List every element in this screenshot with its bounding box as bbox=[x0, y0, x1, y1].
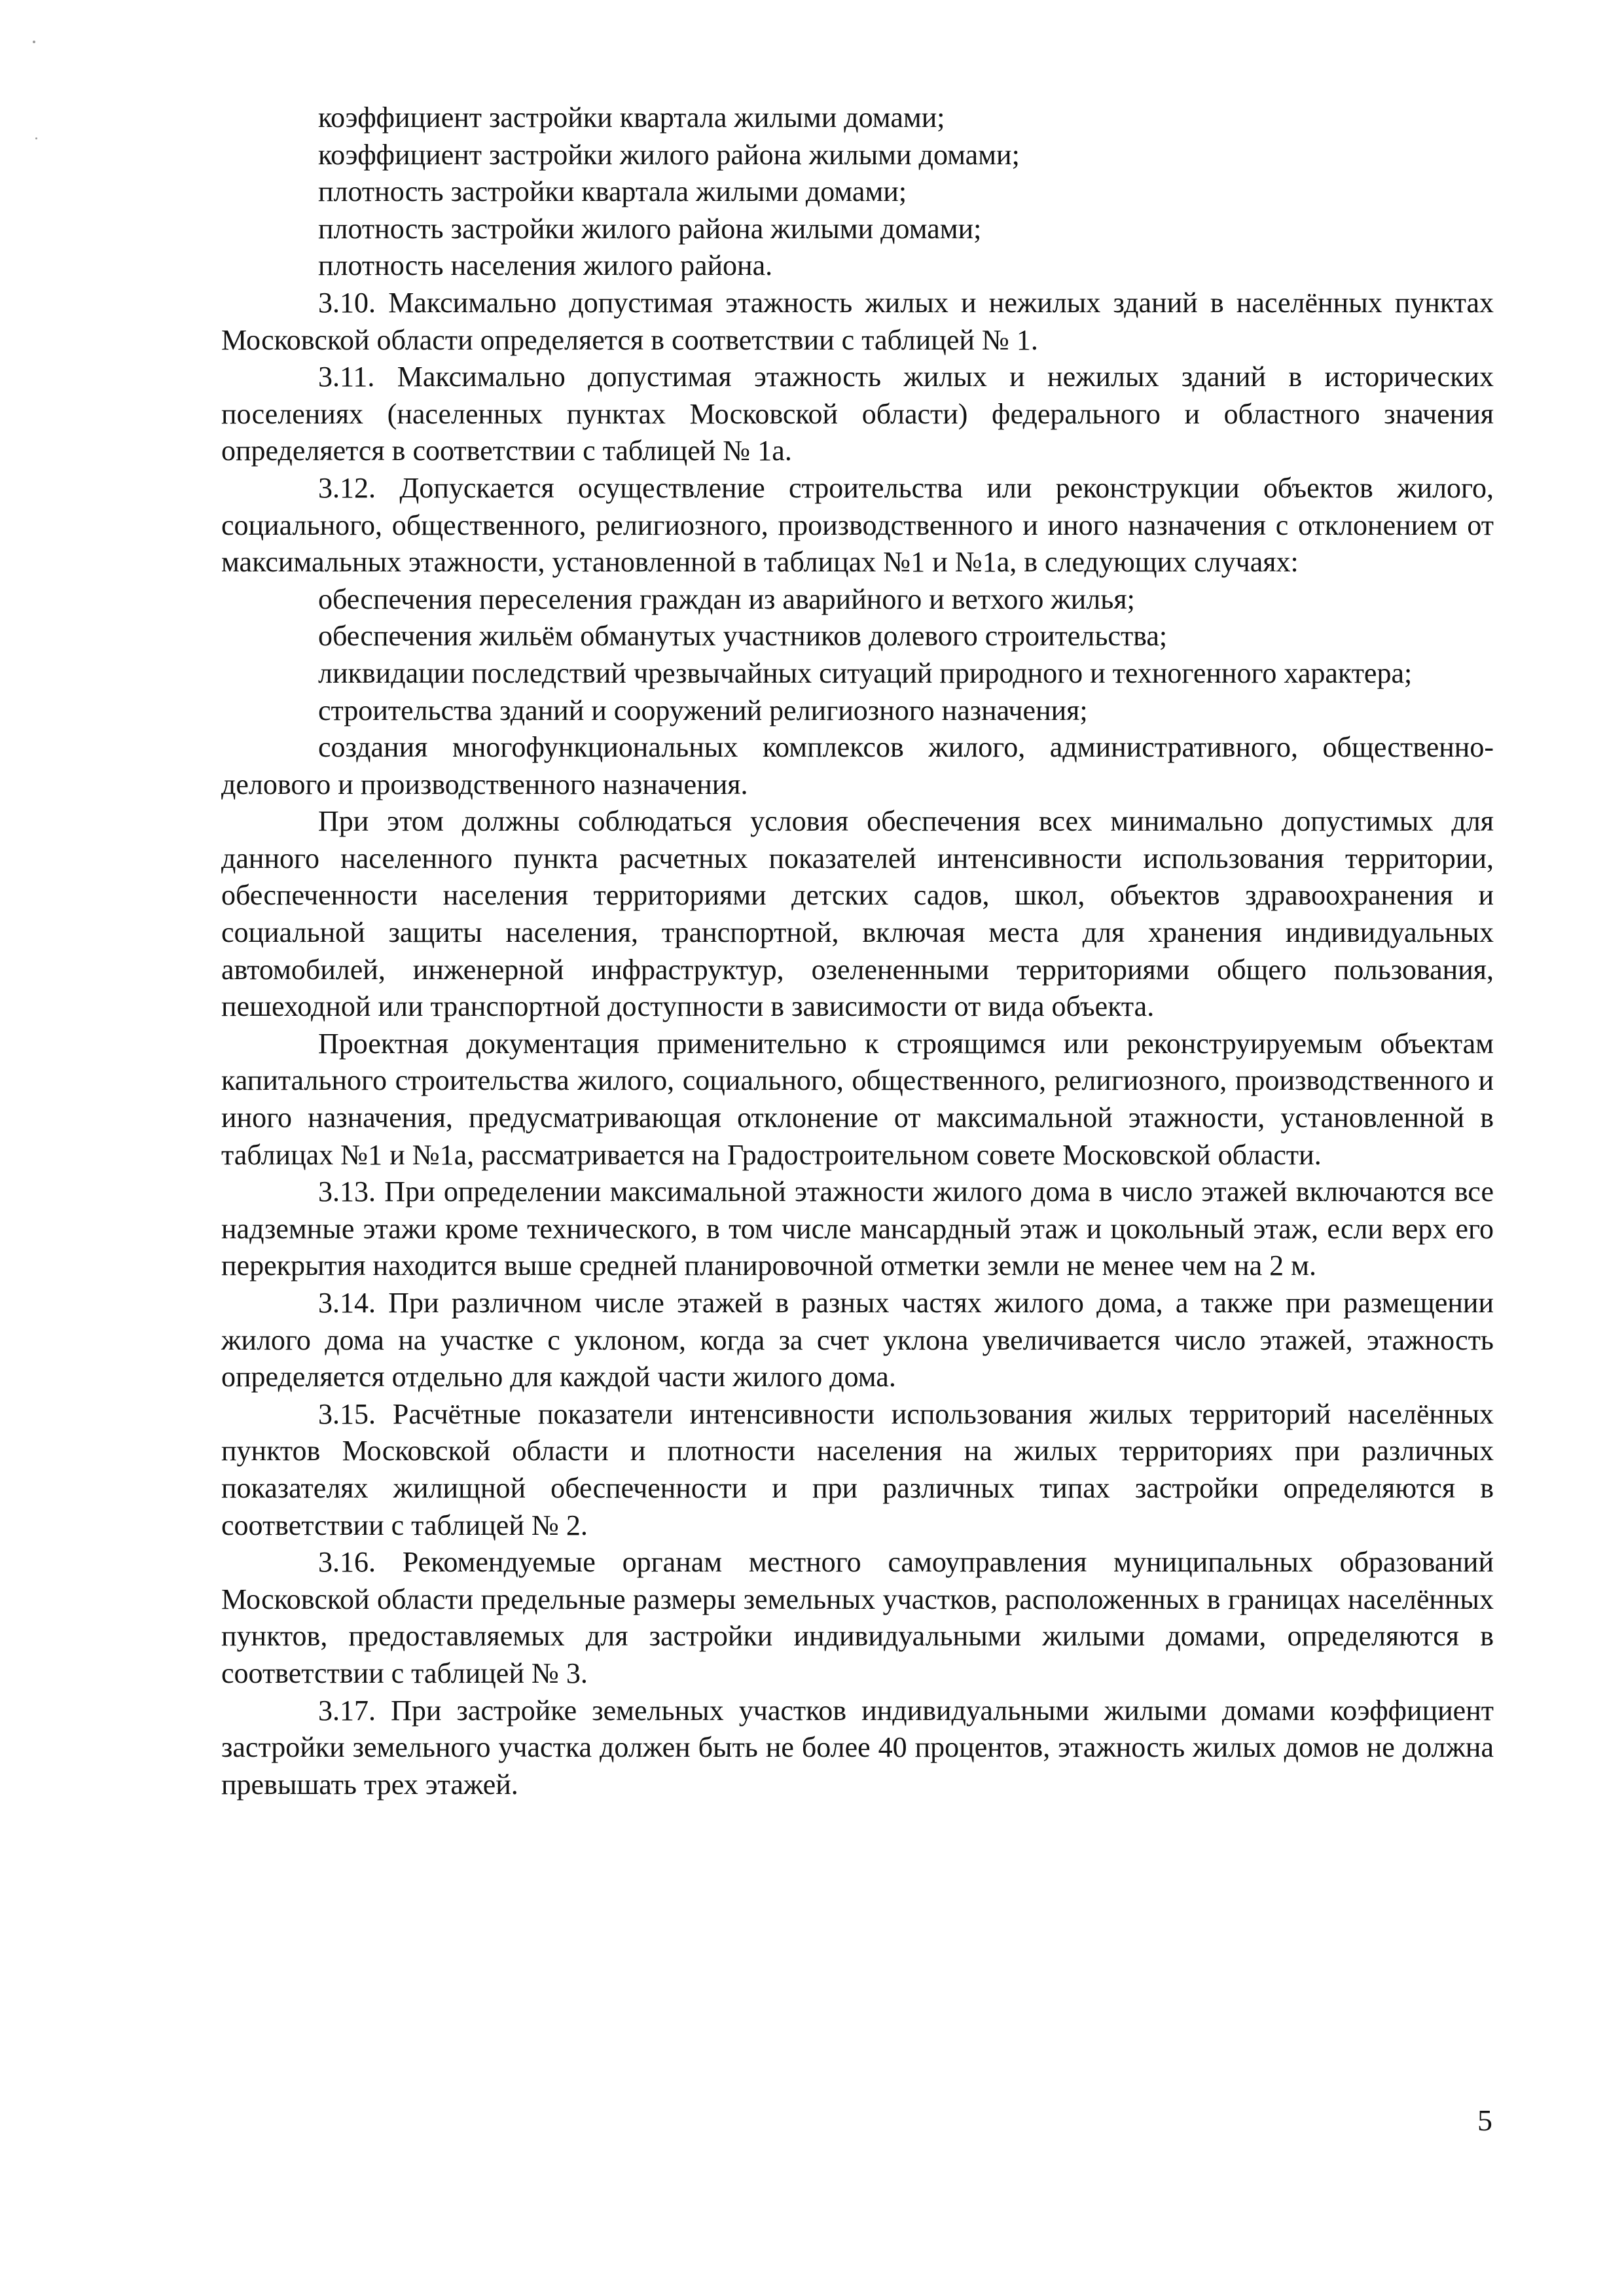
clause-3-14: 3.14. При различном числе этажей в разных частях жилого дома, а также при размещении жилого дома на участке с уклоном, когда за счет уклона увеличивается число этажей, этажность определяется отдельно для каждой части жилого дома. bbox=[221, 1287, 1494, 1393]
scan-speck bbox=[33, 41, 35, 43]
clause-3-17: 3.17. При застройке земельных участков индивидуальными жилыми домами коэффициент застройки земельного участка должен быть не более 40 процентов, этажность жилых домов не должна превышать трех этажей. bbox=[221, 1694, 1494, 1801]
list-item: плотность застройки жилого района жилыми домами; bbox=[318, 212, 982, 245]
clause-3-16: 3.16. Рекомендуемые органам местного самоуправления муниципальных образований Московской области предельные размеры земельных участков, расположенных в границах населённых пунктов, предоставляемых для застройки индивидуальными жилыми домами, определяются в соответствии с таблицей № 3. bbox=[221, 1546, 1494, 1689]
list-item: обеспечения переселения граждан из аварийного и ветхого жилья; bbox=[318, 583, 1135, 615]
list-item: строительства зданий и сооружений религиозного назначения; bbox=[318, 694, 1088, 726]
clause-3-12: 3.12. Допускается осуществление строительства или реконструкции объектов жилого, социального, общественного, религиозного, производственного и иного назначения с отклонением от максимальных этажности, установленной в таблицах №1 и №1а, в следующих случаях: bbox=[221, 471, 1494, 579]
list-item: обеспечения жильём обманутых участников долевого строительства; bbox=[318, 620, 1168, 653]
clause-3-10: 3.10. Максимально допустимая этажность жилых и нежилых зданий в населённых пунктах Московской области определяется в соответствии с таблицей № 1. bbox=[221, 286, 1494, 356]
list-item: коэффициент застройки жилого района жилыми домами; bbox=[318, 138, 1020, 171]
body-paragraph: Проектная документация применительно к строящимся или реконструируемым объектам капитального строительства жилого, социального, общественного, религиозного, производственного и иного назначения, предусматривающая отклонение от максимальной этажности, установленной в таблицах №1 и №1а, рассматривается на Градостроительном совете Московской области. bbox=[221, 1027, 1494, 1171]
clause-3-15: 3.15. Расчётные показатели интенсивности использования жилых территорий населённых пунктов Московской области и плотности населения на жилых территориях при различных показателях жилищной обеспеченности и при различных типах застройки определяются в соответствии с таблицей № 2. bbox=[221, 1397, 1494, 1541]
clause-3-11: 3.11. Максимально допустимая этажность жилых и нежилых зданий в исторических поселениях (населенных пунктах Московской области) федерального и областного значения определяется в соответствии с таблицей № 1а. bbox=[221, 361, 1494, 467]
scan-speck bbox=[35, 137, 37, 139]
body-paragraph: При этом должны соблюдаться условия обеспечения всех минимально допустимых для данного населенного пункта расчетных показателей интенсивности использования территории, обеспеченности населения территориями детских садов, школ, объектов здравоохранения и социальной защиты населения, транспортной, включая места для хранения индивидуальных автомобилей, инженерной инфраструктур, озелененными территориями общего пользования, пешеходной или транспортной доступности в зависимости от вида объекта. bbox=[221, 805, 1494, 1023]
clause-3-13: 3.13. При определении максимальной этажности жилого дома в число этажей включаются все надземные этажи кроме технического, в том числе мансардный этаж и цокольный этаж, если верх его перекрытия находится выше средней планировочной отметки земли не менее чем на 2 м. bbox=[221, 1175, 1494, 1282]
page-number: 5 bbox=[1477, 2104, 1492, 2137]
list-item: создания многофункциональных комплексов жилого, административного, общественно-делового и производственного назначения. bbox=[221, 731, 1494, 800]
document-body bbox=[221, 99, 1494, 1803]
list-item: плотность застройки квартала жилыми домами; bbox=[318, 175, 907, 208]
list-item: ликвидации последствий чрезвычайных ситуаций природного и техногенного характера; bbox=[318, 656, 1413, 689]
list-item: коэффициент застройки квартала жилыми домами; bbox=[318, 101, 945, 134]
list-item: плотность населения жилого района. bbox=[318, 249, 773, 282]
